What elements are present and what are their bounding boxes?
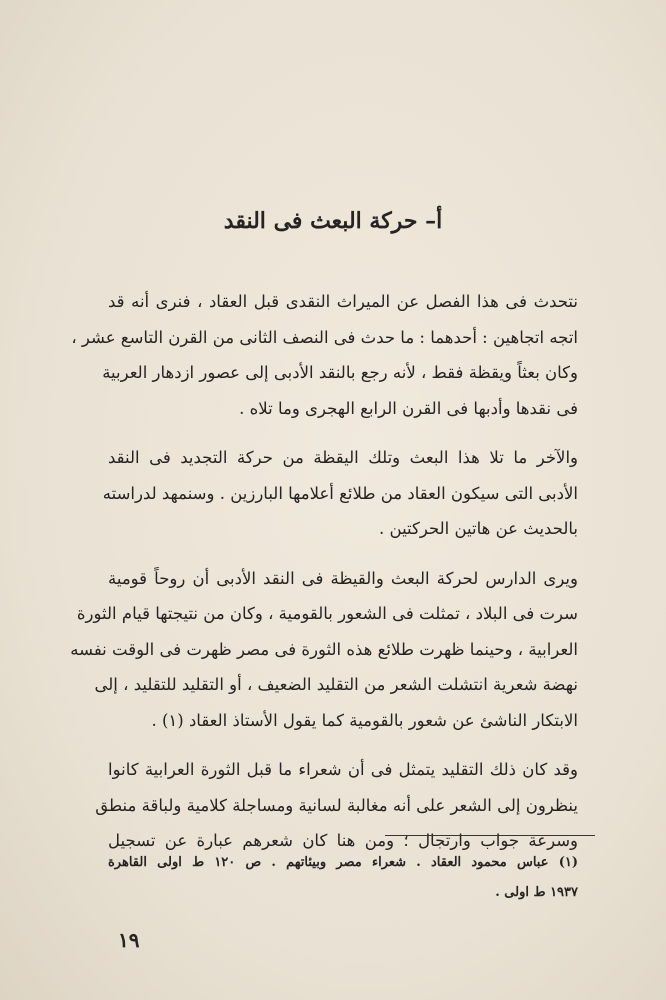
- text-line: الابتكار الناشئ عن شعور بالقومية كما يقول الأستاذ العقاد (١) .: [151, 710, 578, 730]
- text-line: ويرى الدارس لحركة البعث والقيظة فى النقد الأدبى أن روحاً قومية: [108, 568, 578, 588]
- body-text: [70, 284, 578, 859]
- text-line: بالحديث عن هاتين الحركتين .: [379, 519, 578, 538]
- footnote: [108, 848, 578, 908]
- text-line: وكان بعثاً ويقظة فقط ، لأنه رجع بالنقد الأدبى إلى عصور ازدهار العربية: [102, 363, 578, 382]
- paragraph-3: [70, 561, 578, 739]
- text-line: الأدبى التى سيكون العقاد من طلائع أعلامها البارزين . وسنمهد لدراسته: [102, 483, 578, 503]
- text-line: العرابية ، وحينما ظهرت طلائع هذه الثورة فى مصر ظهرت فى الوقت نفسه: [70, 639, 578, 659]
- text-line: والآخر ما تلا هذا البعث وتلك اليقظة من حركة التجديد فى النقد: [108, 448, 578, 467]
- paragraph-4: [95, 752, 578, 859]
- page-number: ١٩: [118, 928, 140, 952]
- paragraph-2: [102, 440, 578, 547]
- section-heading: أ– حركة البعث فى النقد: [223, 208, 443, 234]
- text-line: اتجه اتجاهين : أحدهما : ما حدث فى النصف الثانى من القرن التاسع عشر ،: [71, 327, 578, 347]
- paragraph-1: [71, 284, 578, 426]
- text-line: وقد كان ذلك التقليد يتمثل فى أن شعراء ما قبل الثورة العرابية كانوا: [108, 760, 578, 779]
- footnote-divider: [385, 835, 595, 836]
- footnote-line-2: ١٩٣٧ ط اولى .: [495, 885, 578, 900]
- text-line: وسرعة جواب وارتجال ؛ ومن هنا كان شعرهم عبارة عن تسجيل: [108, 831, 578, 850]
- footnote-line-1: (١) عباس محمود العقاد . شعراء مصر وبيئاتهم . ص ١٢٠ ط اولى القاهرة: [108, 855, 578, 870]
- text-line: فى نقدها وأدبها فى القرن الرابع الهجرى وما تلاه .: [239, 398, 578, 418]
- text-line: نهضة شعرية انتشلت الشعر من التقليد الضعيف ، أو التقليد للتقليد ، إلى: [94, 675, 578, 694]
- text-line: سرت فى البلاد ، تمثلت فى الشعور بالقومية ، وكان من نتيجتها قيام الثورة: [76, 604, 578, 623]
- text-line: نتحدث فى هذا الفصل عن الميراث النقدى قبل العقاد ، فنرى أنه قد: [108, 292, 578, 311]
- text-line: ينظرون إلى الشعر على أنه مغالبة لسانية ومساجلة كلامية ولباقة منطق: [95, 795, 578, 815]
